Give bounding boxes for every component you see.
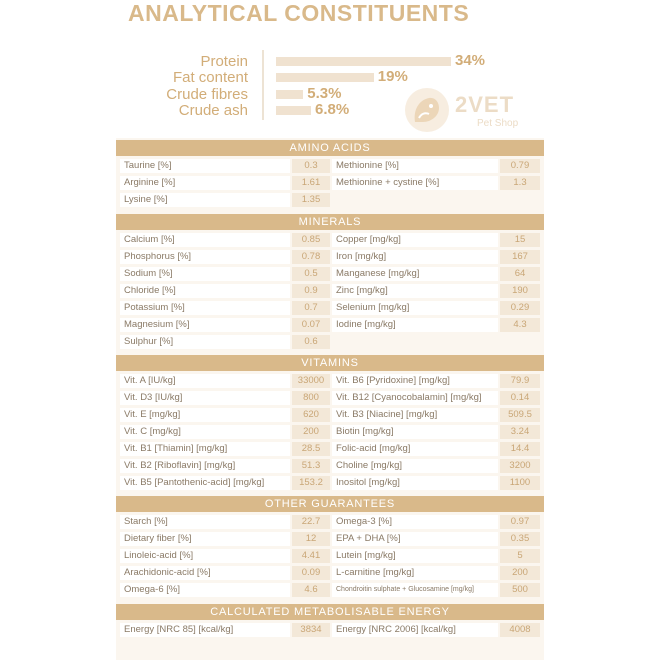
row-value: 0.97 xyxy=(500,515,540,529)
row-label: Sulphur [%] xyxy=(120,335,290,349)
row-label: Chondroitin sulphate + Glucosamine [mg/kg] xyxy=(332,583,498,597)
row-value: 200 xyxy=(500,566,540,580)
row-value: 0.78 xyxy=(292,250,330,264)
constituent-value: 19% xyxy=(377,68,408,85)
row-label: Methionine + cystine [%] xyxy=(332,176,498,190)
row-label: Vit. E [mg/kg] xyxy=(120,408,290,422)
section-header-minerals: MINERALS xyxy=(116,214,544,230)
row-label: L-carnitine [mg/kg] xyxy=(332,566,498,580)
row-value: 3834 xyxy=(292,623,330,637)
table-row xyxy=(116,372,544,388)
table-row xyxy=(116,621,544,637)
table-row xyxy=(116,406,544,422)
row-label: Vit. D3 [IU/kg] xyxy=(120,391,290,405)
shop-logo xyxy=(405,88,535,136)
row-value: 200 xyxy=(292,425,330,439)
row-value: 4008 xyxy=(500,623,540,637)
row-value: 153.2 xyxy=(292,476,330,490)
chart-divider xyxy=(262,50,264,120)
row-value: 64 xyxy=(500,267,540,281)
constituent-value: 34% xyxy=(455,52,486,69)
row-label: Energy [NRC 85] [kcal/kg] xyxy=(120,623,290,637)
constituent-label: Fat content xyxy=(172,68,248,86)
row-value: 1100 xyxy=(500,476,540,490)
constituent-bar xyxy=(276,73,374,82)
row-value: 0.29 xyxy=(500,301,540,315)
row-value: 0.09 xyxy=(292,566,330,580)
row-value: 51.3 xyxy=(292,459,330,473)
row-label: Omega-6 [%] xyxy=(120,583,290,597)
row-label: Dietary fiber [%] xyxy=(120,532,290,546)
row-label: Iron [mg/kg] xyxy=(332,250,498,264)
table-row xyxy=(116,440,544,456)
table-row xyxy=(116,474,544,490)
row-value: 3200 xyxy=(500,459,540,473)
dog-cat-icon xyxy=(405,88,449,132)
logo-subtitle: Pet Shop xyxy=(477,118,519,129)
row-value: 0.6 xyxy=(292,335,330,349)
row-label: Vit. B12 [Cyanocobalamin] [mg/kg] xyxy=(332,391,498,405)
row-label: Copper [mg/kg] xyxy=(332,233,498,247)
row-label: Selenium [mg/kg] xyxy=(332,301,498,315)
row-value: 1.35 xyxy=(292,193,330,207)
row-label: Folic-acid [mg/kg] xyxy=(332,442,498,456)
table-row xyxy=(116,564,544,580)
row-label: Lutein [mg/kg] xyxy=(332,549,498,563)
row-value: 167 xyxy=(500,250,540,264)
row-value: 3.24 xyxy=(500,425,540,439)
constituent-bar xyxy=(276,90,303,99)
table-row xyxy=(116,231,544,247)
constituent-label: Crude fibres xyxy=(166,85,248,103)
constituent-bar xyxy=(276,106,311,115)
row-value: 190 xyxy=(500,284,540,298)
constituent-value: 6.8% xyxy=(315,101,350,118)
row-label: Methionine [%] xyxy=(332,159,498,173)
table-row xyxy=(116,333,544,349)
page-title: ANALYTICAL CONSTITUENTS xyxy=(128,0,470,26)
constituent-value: 5.3% xyxy=(307,85,342,102)
row-value: 500 xyxy=(500,583,540,597)
row-value: 0.14 xyxy=(500,391,540,405)
row-value: 14.4 xyxy=(500,442,540,456)
row-value: 22.7 xyxy=(292,515,330,529)
row-value: 15 xyxy=(500,233,540,247)
row-label: Calcium [%] xyxy=(120,233,290,247)
table-row xyxy=(116,389,544,405)
row-value: 1.61 xyxy=(292,176,330,190)
row-value: 0.9 xyxy=(292,284,330,298)
table-row xyxy=(116,174,544,190)
section-header-energy: CALCULATED METABOLISABLE ENERGY xyxy=(116,604,544,620)
row-label: Chloride [%] xyxy=(120,284,290,298)
row-label: Energy [NRC 2006] [kcal/kg] xyxy=(332,623,498,637)
row-value: 0.35 xyxy=(500,532,540,546)
row-label: Vit. B1 [Thiamin] [mg/kg] xyxy=(120,442,290,456)
constituent-label: Crude ash xyxy=(178,101,248,119)
table-row xyxy=(116,581,544,597)
table-row xyxy=(116,191,544,207)
row-label: Potassium [%] xyxy=(120,301,290,315)
row-value: 0.7 xyxy=(292,301,330,315)
table-row xyxy=(116,457,544,473)
row-label: Arachidonic-acid [%] xyxy=(120,566,290,580)
table-row xyxy=(116,248,544,264)
row-label: Vit. B3 [Niacine] [mg/kg] xyxy=(332,408,498,422)
row-label: Vit. C [mg/kg] xyxy=(120,425,290,439)
row-value: 0.3 xyxy=(292,159,330,173)
row-value: 4.41 xyxy=(292,549,330,563)
row-label: Linoleic-acid [%] xyxy=(120,549,290,563)
row-label: Vit. B2 [Riboflavin] [mg/kg] xyxy=(120,459,290,473)
row-value: 0.5 xyxy=(292,267,330,281)
row-label: Zinc [mg/kg] xyxy=(332,284,498,298)
row-label: Iodine [mg/kg] xyxy=(332,318,498,332)
row-value: 1.3 xyxy=(500,176,540,190)
nutrition-table xyxy=(116,138,544,660)
row-label: Arginine [%] xyxy=(120,176,290,190)
logo-brand: 2VET xyxy=(455,92,515,117)
table-row xyxy=(116,282,544,298)
row-label: Omega-3 [%] xyxy=(332,515,498,529)
row-label: Vit. B5 [Pantothenic-acid] [mg/kg] xyxy=(120,476,290,490)
row-value: 12 xyxy=(292,532,330,546)
row-label: Vit. B6 [Pyridoxine] [mg/kg] xyxy=(332,374,498,388)
row-value: 0.07 xyxy=(292,318,330,332)
row-value: 620 xyxy=(292,408,330,422)
table-row xyxy=(116,547,544,563)
section-header-amino: AMINO ACIDS xyxy=(116,140,544,156)
row-value: 28.5 xyxy=(292,442,330,456)
section-header-vitamins: VITAMINS xyxy=(116,355,544,371)
constituent-label: Protein xyxy=(200,52,248,70)
row-value: 4.6 xyxy=(292,583,330,597)
row-label: Sodium [%] xyxy=(120,267,290,281)
table-row xyxy=(116,299,544,315)
row-label: Inositol [mg/kg] xyxy=(332,476,498,490)
row-value: 5 xyxy=(500,549,540,563)
table-row xyxy=(116,530,544,546)
row-value: 4.3 xyxy=(500,318,540,332)
row-label: Lysine [%] xyxy=(120,193,290,207)
row-value: 0.85 xyxy=(292,233,330,247)
table-row xyxy=(116,157,544,173)
row-label: Starch [%] xyxy=(120,515,290,529)
row-label: Magnesium [%] xyxy=(120,318,290,332)
row-label: Choline [mg/kg] xyxy=(332,459,498,473)
row-value: 79.9 xyxy=(500,374,540,388)
row-value: 800 xyxy=(292,391,330,405)
constituent-bar xyxy=(276,57,451,66)
table-row xyxy=(116,423,544,439)
row-label: Manganese [mg/kg] xyxy=(332,267,498,281)
row-label: Biotin [mg/kg] xyxy=(332,425,498,439)
row-label: Phosphorus [%] xyxy=(120,250,290,264)
row-label: Taurine [%] xyxy=(120,159,290,173)
row-label: EPA + DHA [%] xyxy=(332,532,498,546)
table-row xyxy=(116,513,544,529)
row-value: 509.5 xyxy=(500,408,540,422)
row-value: 0.79 xyxy=(500,159,540,173)
row-value: 33000 xyxy=(292,374,330,388)
section-header-other: OTHER GUARANTEES xyxy=(116,496,544,512)
table-row xyxy=(116,316,544,332)
row-label: Vit. A [IU/kg] xyxy=(120,374,290,388)
table-row xyxy=(116,265,544,281)
